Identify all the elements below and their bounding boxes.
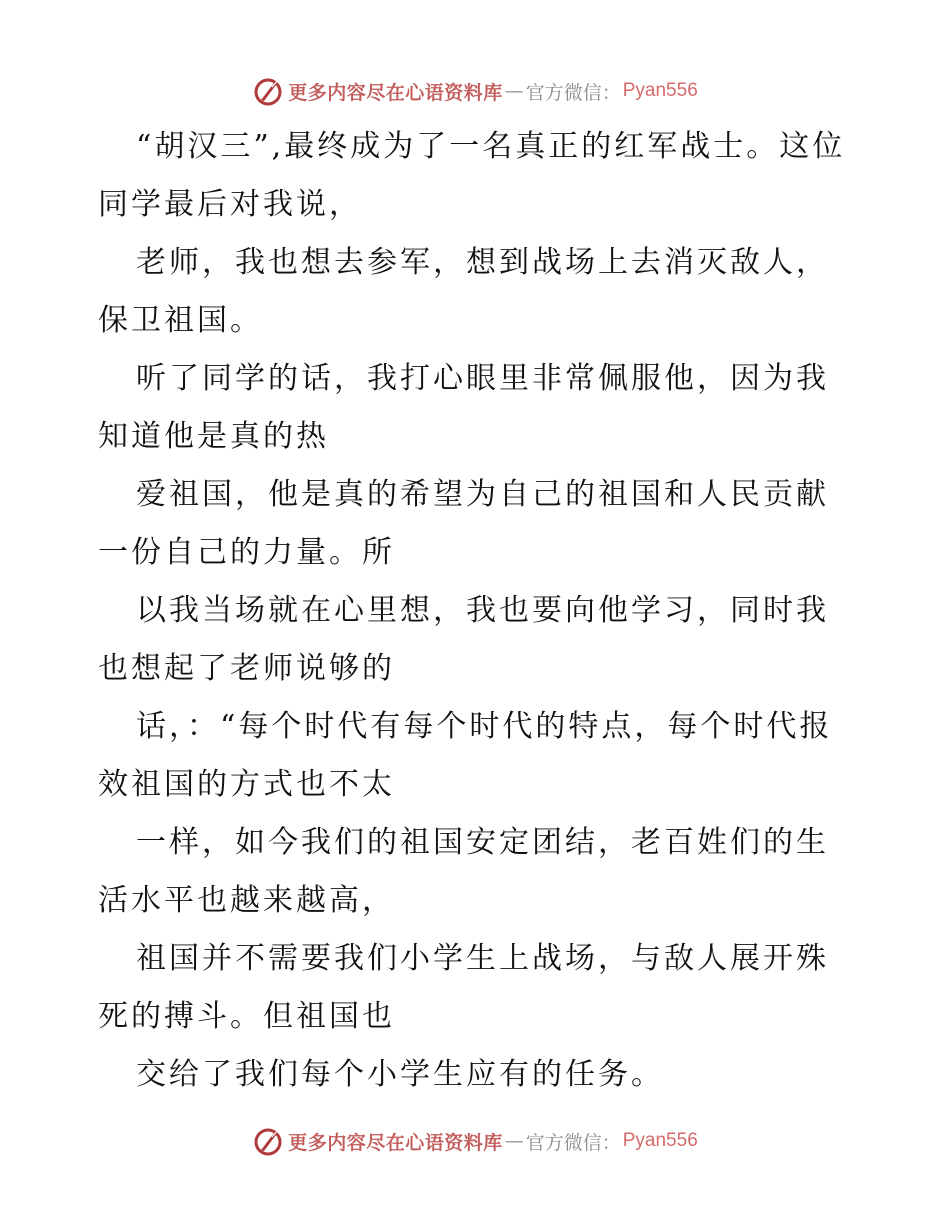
header-wechat-label: 官方微信： — [525, 81, 621, 104]
document-body — [98, 118, 858, 1104]
paragraph: 祖国并不需要我们小学生上战场，与敌人展开殊死的搏斗。但祖国也 — [98, 941, 829, 1034]
paragraph: 听了同学的话，我打心眼里非常佩服他，因为我知道他是真的热 — [98, 361, 829, 454]
paragraph: 老师，我也想去参军，想到战场上去消灭敌人，保卫祖国。 — [98, 245, 829, 338]
paragraph: “胡汉三”,最终成为了一名真正的红军战士。这位同学最后对我说， — [98, 129, 846, 222]
paragraph: 以我当场就在心里想，我也要向他学习，同时我也想起了老师说够的 — [98, 593, 829, 686]
page-header-banner — [0, 71, 950, 111]
quill-pen-logo-icon — [252, 75, 284, 107]
footer-wechat-account: Pyan556 — [622, 1130, 698, 1151]
page-footer-banner — [0, 1121, 950, 1161]
paragraph: 交给了我们每个小学生应有的任务。 — [136, 1057, 664, 1092]
footer-dash: — — [504, 1130, 524, 1152]
header-dash: — — [504, 80, 524, 102]
header-brand-text: 更多内容尽在心语资料库 — [288, 81, 503, 104]
quill-pen-logo-icon — [252, 1125, 284, 1157]
footer-brand-text: 更多内容尽在心语资料库 — [288, 1131, 503, 1154]
footer-wechat-label: 官方微信： — [525, 1131, 621, 1154]
paragraph: 一样，如今我们的祖国安定团结，老百姓们的生活水平也越来越高， — [98, 825, 829, 918]
paragraph: 爱祖国，他是真的希望为自己的祖国和人民贡献一份自己的力量。所 — [98, 477, 829, 570]
paragraph: 话，：“每个时代有每个时代的特点，每个时代报效祖国的方式也不太 — [98, 709, 833, 802]
header-wechat-account: Pyan556 — [622, 80, 698, 101]
